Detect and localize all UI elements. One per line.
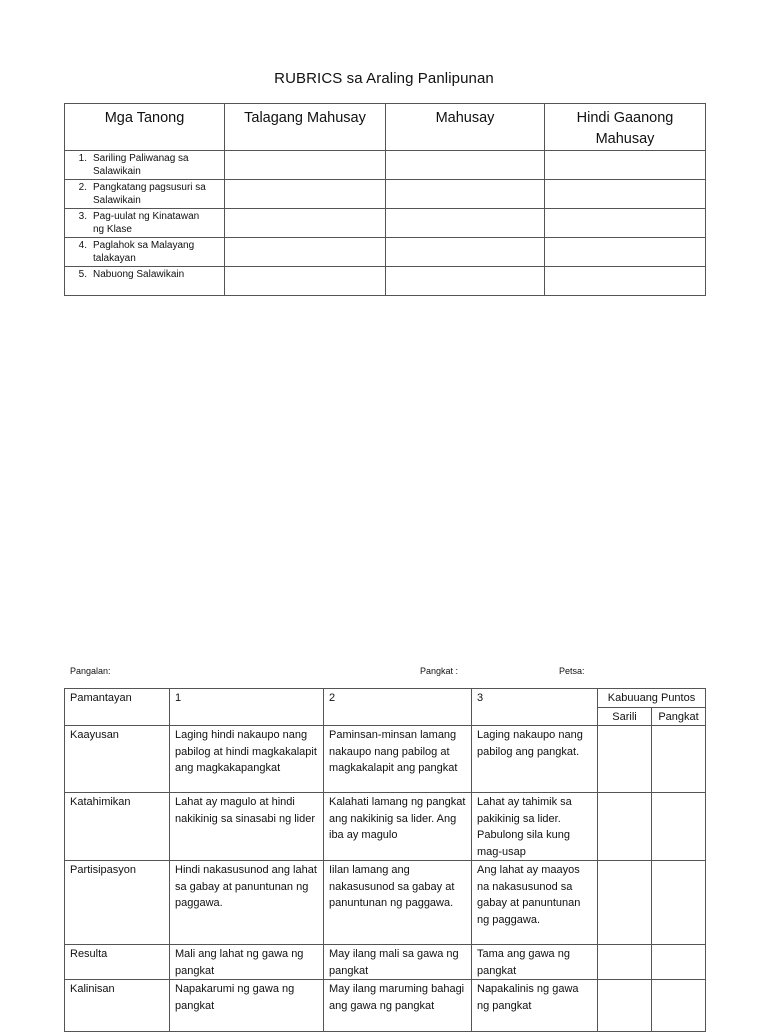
question-number: 1. xyxy=(78,153,87,164)
self-score-cell[interactable] xyxy=(598,945,652,980)
group-score-cell[interactable] xyxy=(652,945,706,980)
table-row xyxy=(65,238,706,267)
header-questions: Mga Tanong xyxy=(65,104,225,151)
table-row xyxy=(65,945,706,980)
level-3-cell: Napakalinis ng gawa ng pangkat xyxy=(472,980,598,1032)
level-1-cell: Lahat ay magulo at hindi nakikinig sa sinasabi ng lider xyxy=(170,793,324,861)
score-cell[interactable] xyxy=(386,151,545,180)
question-cell xyxy=(65,209,225,238)
group-score-cell[interactable] xyxy=(652,726,706,793)
self-score-cell[interactable] xyxy=(598,861,652,945)
level-1-cell: Hindi nakasusunod ang lahat sa gabay at panuntunan ng paggawa. xyxy=(170,861,324,945)
criterion-cell: Kaayusan xyxy=(65,726,170,793)
score-cell[interactable] xyxy=(386,267,545,296)
level-1-cell: Mali ang lahat ng gawa ng pangkat xyxy=(170,945,324,980)
rubric-questions-table xyxy=(64,103,706,296)
header-score-1: 1 xyxy=(170,689,324,726)
header-fair: Hindi Gaanong Mahusay xyxy=(545,104,706,151)
score-cell[interactable] xyxy=(225,180,386,209)
header-criteria: Pamantayan xyxy=(65,689,170,726)
table-row xyxy=(65,267,706,296)
level-2-cell: Paminsan-minsan lamang nakaupo nang pabilog at magkakalapit ang pangkat xyxy=(324,726,472,793)
group-work-rubric-table xyxy=(64,688,706,1032)
question-cell xyxy=(65,238,225,267)
group-score-cell[interactable] xyxy=(652,793,706,861)
level-1-cell: Napakarumi ng gawa ng pangkat xyxy=(170,980,324,1032)
document-title: RUBRICS sa Araling Panlipunan xyxy=(274,70,494,87)
score-cell[interactable] xyxy=(545,238,706,267)
question-text: Pag-uulat ng Kinatawan ng Klase xyxy=(93,211,200,235)
level-3-cell: Lahat ay tahimik sa pakikinig sa lider. Pabulong sila kung mag-usap xyxy=(472,793,598,861)
date-label: Petsa: xyxy=(559,666,585,676)
question-number: 3. xyxy=(78,211,87,222)
self-score-cell[interactable] xyxy=(598,726,652,793)
question-text: Paglahok sa Malayang talakayan xyxy=(93,240,195,264)
table-row xyxy=(65,180,706,209)
name-label: Pangalan: xyxy=(70,666,111,676)
header-self: Sarili xyxy=(598,707,652,726)
score-cell[interactable] xyxy=(225,209,386,238)
score-cell[interactable] xyxy=(545,151,706,180)
level-2-cell: May ilang maruming bahagi ang gawa ng pangkat xyxy=(324,980,472,1032)
level-2-cell: Kalahati lamang ng pangkat ang nakikinig sa lider. Ang iba ay magulo xyxy=(324,793,472,861)
score-cell[interactable] xyxy=(545,267,706,296)
question-text: Pangkatang pagsusuri sa Salawikain xyxy=(93,182,206,206)
question-cell xyxy=(65,267,225,296)
table-row xyxy=(65,209,706,238)
header-excellent: Talagang Mahusay xyxy=(225,104,386,151)
self-score-cell[interactable] xyxy=(598,793,652,861)
header-group: Pangkat xyxy=(652,707,706,726)
score-cell[interactable] xyxy=(545,180,706,209)
question-cell xyxy=(65,151,225,180)
level-1-cell: Laging hindi nakaupo nang pabilog at hindi magkakalapit ang magkakapangkat xyxy=(170,726,324,793)
level-2-cell: May ilang mali sa gawa ng pangkat xyxy=(324,945,472,980)
header-total-points: Kabuuang Puntos xyxy=(598,689,706,708)
criterion-cell: Kalinisan xyxy=(65,980,170,1032)
criterion-cell: Partisipasyon xyxy=(65,861,170,945)
question-cell xyxy=(65,180,225,209)
question-number: 4. xyxy=(78,240,87,251)
question-text: Nabuong Salawikain xyxy=(93,269,185,280)
table-row xyxy=(65,793,706,861)
table-row xyxy=(65,861,706,945)
level-3-cell: Laging nakaupo nang pabilog ang pangkat. xyxy=(472,726,598,793)
table-row xyxy=(65,151,706,180)
score-cell[interactable] xyxy=(225,151,386,180)
table-row xyxy=(65,726,706,793)
level-3-cell: Tama ang gawa ng pangkat xyxy=(472,945,598,980)
score-cell[interactable] xyxy=(386,209,545,238)
score-cell[interactable] xyxy=(225,238,386,267)
score-cell[interactable] xyxy=(225,267,386,296)
table-header-row xyxy=(65,104,706,151)
header-good: Mahusay xyxy=(386,104,545,151)
score-cell[interactable] xyxy=(545,209,706,238)
group-label: Pangkat : xyxy=(420,666,459,676)
question-number: 5. xyxy=(78,269,87,280)
criterion-cell: Katahimikan xyxy=(65,793,170,861)
criterion-cell: Resulta xyxy=(65,945,170,980)
level-2-cell: Iilan lamang ang nakasusunod sa gabay at panuntunan ng paggawa. xyxy=(324,861,472,945)
score-cell[interactable] xyxy=(386,238,545,267)
score-cell[interactable] xyxy=(386,180,545,209)
table-header-row xyxy=(65,689,706,708)
level-3-cell: Ang lahat ay maayos na nakasusunod sa gabay at panuntunan ng paggawa. xyxy=(472,861,598,945)
header-score-3: 3 xyxy=(472,689,598,726)
group-score-cell[interactable] xyxy=(652,861,706,945)
question-text: Sariling Paliwanag sa Salawikain xyxy=(93,153,189,177)
question-number: 2. xyxy=(78,182,87,193)
header-score-2: 2 xyxy=(324,689,472,726)
